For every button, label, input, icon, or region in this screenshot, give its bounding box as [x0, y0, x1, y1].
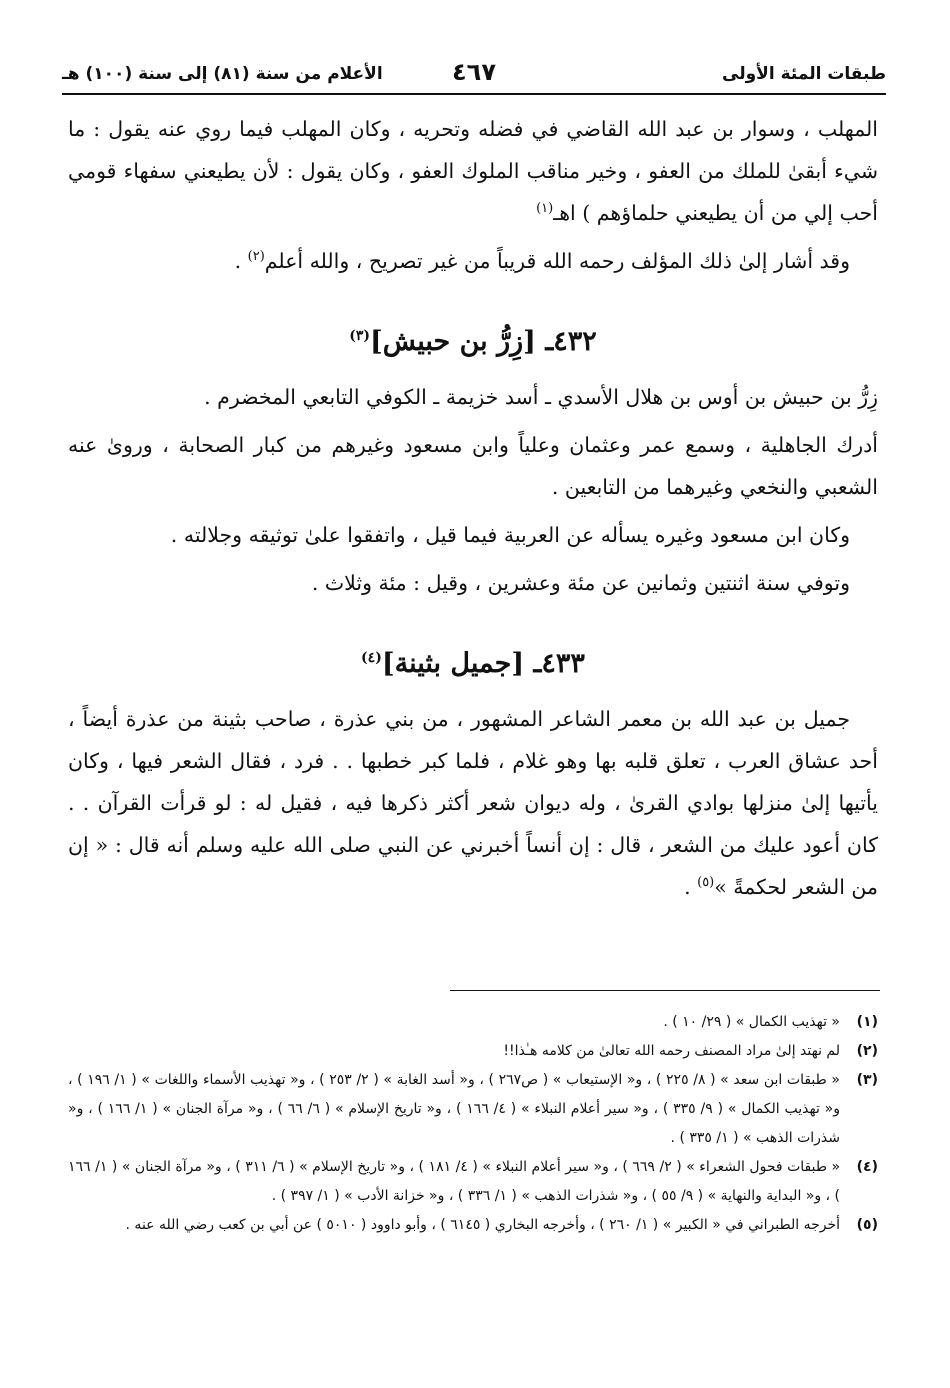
footnote-text: لم نهتد إلىٰ مراد المصنف رحمه الله تعالىٰ من كلامه هـٰذا!!	[503, 1043, 840, 1059]
entry-433-paragraph	[68, 698, 878, 908]
entry-432-paragraph: وكان ابن مسعود وغيره يسأله عن العربية فيما قيل ، واتفقوا علىٰ توثيقه وجلالته .	[170, 523, 850, 547]
entry-432-paragraph: وتوفي سنة اثنتين وثمانين عن مئة وعشرين ، وقيل : مئة وثلاث .	[311, 571, 850, 595]
footnote	[68, 1211, 878, 1240]
entry-432-title	[68, 322, 878, 362]
running-header	[62, 58, 886, 94]
footnote	[68, 1037, 878, 1066]
entry-433-paragraph-text: جميل بن عبد الله بن معمر الشاعر المشهور ، من بني عذرة ، صاحب بثينة من عذرة أيضاً ، أحد عشاق العرب ، تعلق قلبه بها وهو غلام ، فلما كبر خطبها . . فرد ، فقال الشعر فيها ، وكان يأتيها إلىٰ منزلها بوادي القرىٰ ، وله ديوان شعر أكثر ذكرها فيه ، فقيل له : لو قرأت القرآن . . كان أعود عليك من الشعر ، قال : إن أنساً أخبرني عن النبي صلى الله عليه وسلم أنه قال : « إن من الشعر لحكمةً »	[68, 707, 878, 899]
footnote-text: « طبقات فحول الشعراء » ( ٢/ ٦٦٩ ) ، و« سير أعلام النبلاء » ( ٤/ ١٨١ ) ، و« تاريخ الإسلام » ( ٦/ ٣١١ ) ، و« مرآة الجنان » ( ١/ ١٦٦ ) ، و« البداية والنهاية » ( ٩/ ٥٥ ) ، و« شذرات الذهب » ( ١/ ٣٣٦ ) ، و« خزانة الأدب » ( ١/ ٣٩٧ ) .	[68, 1159, 841, 1204]
footnote-text: « طبقات ابن سعد » ( ٨/ ٢٢٥ ) ، و« الإستيعاب » ( ص٢٦٧ ) ، و« أسد الغابة » ( ٢/ ٢٥٣ ) ، و« تهذيب الأسماء واللغات » ( ١/ ١٩٦ ) ، و« تهذيب الكمال » ( ٩/ ٣٣٥ ) ، و« سير أعلام النبلاء » ( ٤/ ١٦٦ ) ، و« تاريخ الإسلام » ( ٦/ ٦٦ ) ، و« مرآة الجنان » ( ١/ ١٦٦ ) ، و« شذرات الذهب » ( ١/ ٣٣٥ ) .	[68, 1072, 841, 1146]
entry-432-paragraph: أدرك الجاهلية ، وسمع عمر وعثمان وعلياً وابن مسعود وغيرهم من كبار الصحابة ، وروىٰ عنه الشعبي والنخعي وغيرهما من التابعين .	[68, 433, 878, 499]
page-number: ٤٦٧	[452, 58, 496, 86]
entry-433-title	[68, 644, 878, 684]
entry-432-title-text: ٤٣٢ـ [زِرُّ بن حبيش]	[370, 326, 597, 357]
footnote-number: (١)	[856, 1014, 878, 1030]
entry-433-title-text: ٤٣٣ـ [جميل بثينة]	[381, 648, 585, 679]
footnote-ref-5[interactable]: (٥)	[697, 875, 715, 891]
footnote	[68, 1008, 878, 1037]
footnote	[68, 1066, 878, 1153]
header-divider	[62, 93, 886, 95]
intro-paragraph-1-text: المهلب ، وسوار بن عبد الله القاضي في فضله وتحريه ، وكان المهلب فيما روي عنه يقول : ما شيء أبقىٰ للملك من العفو ، وخير مناقب الملوك العفو ، وكان يقول : لأن يطيعني سفهاء قومي أحب إلي من أن يطيعني حلماؤهم ) اهـ	[68, 117, 878, 225]
intro-paragraph-2-text: وقد أشار إلىٰ ذلك المؤلف رحمه الله قريباً من غير تصريح ، والله أعلم	[264, 249, 850, 273]
entry-433-paragraph-end: .	[684, 875, 698, 899]
footnote-ref-3[interactable]: (٣)	[349, 328, 371, 344]
footnote-text: أخرجه الطبراني في « الكبير » ( ١/ ٢٦٠ ) ، وأخرجه البخاري ( ٦١٤٥ ) ، وأبو داوود ( ٥٠١٠ ) عن أبي بن كعب رضي الله عنه .	[125, 1217, 840, 1233]
footnote-number: (٥)	[856, 1217, 878, 1233]
footnote-ref-2[interactable]: (٢)	[247, 249, 265, 265]
footnote-number: (٣)	[856, 1072, 878, 1088]
main-text	[68, 108, 878, 914]
intro-paragraph-1	[68, 108, 878, 234]
footnote-ref-1[interactable]: (١)	[536, 201, 554, 217]
intro-paragraph-2	[68, 240, 878, 282]
footnote	[68, 1153, 878, 1211]
footnote-text: « تهذيب الكمال » ( ٢٩/ ١٠ ) .	[663, 1014, 840, 1030]
header-book-title: طبقات المئة الأولى	[722, 64, 886, 84]
header-section-title: الأعلام من سنة (٨١) إلى سنة (١٠٠) هـ	[62, 64, 383, 84]
footnote-divider	[450, 990, 880, 991]
footnote-ref-4[interactable]: (٤)	[361, 650, 382, 666]
footnote-number: (٤)	[856, 1159, 878, 1175]
footnotes	[68, 1008, 878, 1240]
entry-432-paragraph: زِرُّ بن حبيش بن أوس بن هلال الأسدي ـ أسد خزيمة ـ الكوفي التابعي المخضرم .	[204, 385, 878, 409]
intro-paragraph-2-end: .	[234, 249, 248, 273]
footnote-number: (٢)	[856, 1043, 878, 1059]
